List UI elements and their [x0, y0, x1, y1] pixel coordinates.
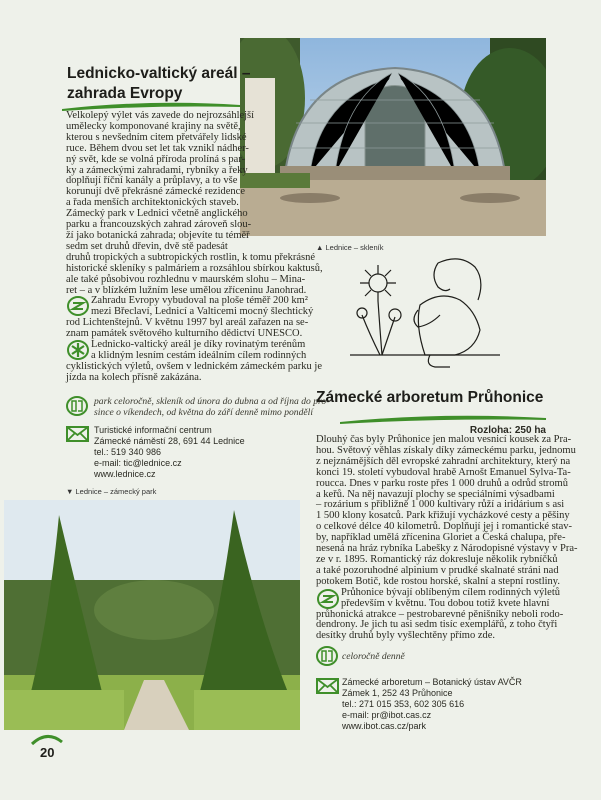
- page-number-arc: [30, 732, 64, 746]
- body-text-line: desítky druhů byly vyšlechtěny přímo zde.: [316, 630, 496, 642]
- area-label: Rozloha: 250 ha: [469, 425, 546, 436]
- hours-line: park celoročně, skleník od února do dubna a od října do pro-: [94, 396, 330, 407]
- body-text-line: ze v r. 1895. Romantický ráz dokresluje několik rybníčků: [316, 553, 558, 565]
- body-text-line: Zámecký park v Lednici včetně anglického: [66, 208, 248, 220]
- body-text-line: cyklistických výletů, ovšem v lednickém zámeckém parku je: [66, 360, 322, 372]
- pruhonice-body-text: [316, 435, 578, 642]
- body-text-line: průhonická atrakce – pestrobarevné pěnišníky neboli rodo-: [316, 608, 564, 620]
- body-text-line: Zahradu Evropy vybudoval na ploše téměř 200 km²: [91, 295, 308, 307]
- body-text-line: jízda na kolech přísně zakázána.: [66, 371, 202, 383]
- body-text-line: 1 500 klony kosatců. Park křižují vycházkové cesty a pěšiny: [316, 510, 570, 522]
- photo-caption-park: ▼ Lednice – zámecký park: [66, 487, 157, 496]
- lednice-body-text: [66, 111, 323, 384]
- opening-hours-icon: [66, 396, 88, 416]
- section-title-lednice: [67, 64, 251, 104]
- lednice-contact: [94, 425, 245, 480]
- body-text-line: korunují dvě překrásné zámecké rezidence: [66, 186, 245, 198]
- contact-phone: tel.: 519 340 986: [94, 447, 162, 457]
- envelope-icon: [66, 426, 89, 442]
- title-underline-swoosh: [340, 415, 550, 425]
- contact-address: Zámecké náměstí 28, 691 44 Lednice: [94, 436, 245, 446]
- body-text-line: a také pozoruhodné alpinium v prudké skalnaté stráni nad: [316, 564, 559, 576]
- body-text-line: a klidným lesním cestám ideálním cílem rodinných: [91, 349, 307, 361]
- body-text-line: sedm set druhů dřevin, dvě stě padesát: [66, 240, 228, 252]
- cycling-icon: [317, 589, 339, 609]
- body-text-line: roucca. Dnes v parku roste přes 1 000 druhů a odrůd stromů: [316, 477, 568, 489]
- photo-lednice-park: [4, 500, 300, 730]
- lednice-opening-hours: [94, 396, 329, 418]
- cycling-icon: [67, 296, 89, 316]
- body-text-line: ží jako botanická zahrada; objevíte tu téměř: [66, 229, 250, 241]
- hours-line: since o víkendech, od května do září denně mimo pondělí: [94, 407, 313, 418]
- contact-phone: tel.: 271 015 353, 602 305 616: [342, 699, 465, 709]
- body-text-line: hou. Světový věhlas získaly díky zámeckému parku, jednomu: [316, 444, 576, 456]
- body-text-line: by, například umělá zřícenina Gloriet a Česká chalupa, pře-: [316, 532, 566, 544]
- envelope-icon: [316, 678, 339, 694]
- contact-website[interactable]: www.lednice.cz: [94, 469, 156, 479]
- body-text-line: – rozárium s přibližně 1 000 kultivary růží a iridárium s asi: [316, 499, 565, 511]
- girl-with-flower-illustration: [350, 255, 505, 380]
- body-text-line: ruce. Během dvou set let tak vznikl nádher-: [66, 142, 249, 154]
- contact-website[interactable]: www.ibot.cas.cz/park: [342, 721, 427, 731]
- body-text-line: z nejznámějších děl evropské zahradní architektury, který na: [316, 455, 571, 467]
- body-text-line: doplňují říční kanály a průplavy, a to vše: [66, 175, 238, 187]
- pruhonice-contact: [342, 677, 522, 732]
- body-text-line: umělecky komponované krajiny na světě,: [66, 120, 241, 132]
- body-text-line: druhů tropických a subtropických rostlin, k tomu překrásné: [66, 251, 316, 263]
- title-line: Lednicko-valtický areál –: [67, 65, 251, 82]
- page-number: 20: [40, 745, 55, 760]
- body-text-line: rod Lichtenštejnů. V květnu 1997 byl areál zařazen na se-: [66, 317, 309, 329]
- body-text-line: a řada menších architektonických staveb.: [66, 197, 239, 209]
- contact-organization: Zámecké arboretum – Botanický ústav AVČR: [342, 677, 522, 687]
- body-text-line: znam památek světového kulturního dědictví UNESCO.: [66, 328, 303, 340]
- body-text-line: mezi Břeclaví, Lednicí a Valticemi mocný šlechtický: [91, 306, 314, 318]
- section-title-pruhonice: Zámecké arboretum Průhonice: [316, 389, 544, 406]
- body-text-line: Velkolepý výlet vás zavede do nejrozsáhlejší: [66, 110, 255, 121]
- body-text-line: o celkové délce 40 kilometrů. Doplňují jej i romantické stav-: [316, 521, 573, 533]
- contact-email[interactable]: e-mail: tic@lednice.cz: [94, 458, 182, 468]
- body-text-line: ret – a v blízkém lužním lese umělou zříceninu Janohrad.: [66, 284, 307, 296]
- body-text-line: ky a zámeckými zahradami, rybníky a řeky: [66, 164, 248, 176]
- body-text-line: a keřů. Na něj navazují plochy se speciálními výsadbami: [316, 488, 555, 500]
- body-text-line: ale také působivou rozhlednu v maurském slohu – Mina-: [66, 273, 306, 285]
- body-text-line: Lednicko-valtický areál je díky rovinatým terénům: [91, 339, 306, 351]
- contact-organization: Turistické informační centrum: [94, 425, 212, 435]
- flower-icon: [67, 340, 89, 360]
- contact-address: Zámek 1, 252 43 Průhonice: [342, 688, 453, 698]
- body-text-line: historické skleníky s palmáriem a rozsáhlou sbírkou kaktusů,: [66, 262, 323, 274]
- body-text-line: dendrony. Je jich tu asi sedm tisíc exemplářů, z toho čtyři: [316, 619, 558, 631]
- contact-email[interactable]: e-mail: pr@ibot.cas.cz: [342, 710, 432, 720]
- opening-hours-icon: [316, 646, 338, 666]
- body-text-line: nesená na hráz rybníka Labešky z Národopisné výstavy v Pra-: [316, 543, 578, 555]
- body-text-line: ný svět, kde se volná příroda prolíná s par-: [66, 153, 246, 165]
- body-text-line: Průhonice bývají oblíbeným cílem rodinných výletů: [341, 586, 560, 598]
- body-text-line: kterou s nevšedním citem přetvářely lidské: [66, 131, 247, 143]
- photo-caption-greenhouse: ▲ Lednice – skleník: [316, 243, 384, 252]
- body-text-line: potokem Botič, kde rostou horské, skalní a stepní rostliny.: [316, 575, 560, 587]
- pruhonice-opening-hours: celoročně denně: [342, 651, 405, 662]
- body-text-line: především v květnu. Tou dobou totiž kvete hlavní: [341, 597, 550, 609]
- body-text-line: konci 19. století vybudoval hrabě Arnošt Emanuel Sylva-Ta-: [316, 466, 571, 478]
- body-text-line: Dlouhý čas byly Průhonice jen malou vesnicí kousek za Pra-: [316, 434, 572, 445]
- title-line: zahrada Evropy: [67, 85, 183, 102]
- body-text-line: parku a francouzských zahrad zároveň slou-: [66, 219, 252, 231]
